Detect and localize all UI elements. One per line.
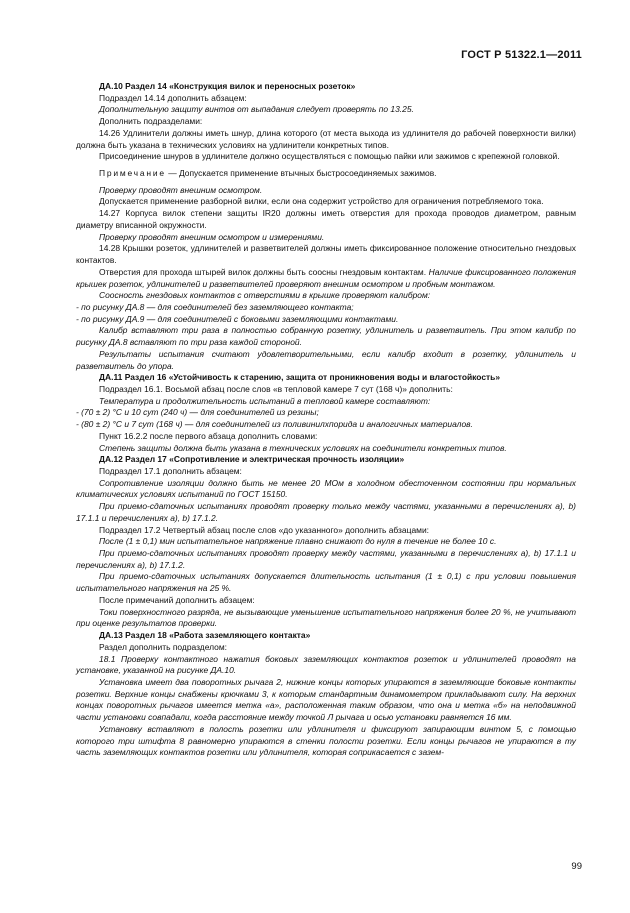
paragraph — [76, 536, 576, 548]
paragraph — [76, 196, 576, 208]
paragraph — [76, 302, 576, 314]
paragraph — [76, 677, 576, 724]
paragraph — [76, 407, 576, 419]
paragraph-text: Установка имеет два поворотных рычага 2, нижние концы которых упираются в заземляющие боковые контакты розетки. Верхние концы снабжены крючками 3, к которым стандартным динамометром прикладывают силу. На верхних концах поворотных рычагов имеется метка «а», расположенная таким образом, что она и метка «б» на неподвижной части установки совпадали, когда расстояние между точкой Л рычага и осью установки равняется 16 мм. — [76, 676, 576, 723]
paragraph — [76, 548, 576, 571]
paragraph-text: - по рисунку ДА.9 — для соединителей с боковыми заземляющими контактами. — [76, 313, 399, 324]
paragraph — [76, 478, 576, 501]
paragraph-text: Проверку проводят внешним осмотром и измерениями. — [99, 231, 325, 242]
paragraph — [76, 396, 576, 408]
paragraph — [76, 185, 576, 197]
paragraph — [76, 466, 576, 478]
paragraph-text: Отверстия для прохода штырей вилок должны быть соосны гнездовым контактам. — [99, 266, 427, 277]
paragraph-text: ДА.10 Раздел 14 «Конструкция вилок и переносных розеток» — [99, 81, 356, 91]
paragraph — [76, 642, 576, 654]
paragraph-text: Калибр вставляют три раза в полностью собранную розетку, удлинитель и разветвитель. При этом калибр по рисунку ДА.8 вставляют по три раза каждой стороной. — [76, 325, 576, 348]
paragraph-text: При приемо-сдаточных испытаниях допускается длительность испытания (1 ± 0,1) с при условии повышения испытательного напряжения на 25 %. — [76, 571, 576, 594]
paragraph-text: Токи поверхностного разряда, не вызывающие уменьшение испытательного напряжения более 20 %, не учитывают при оценке результатов проверки. — [76, 606, 576, 629]
paragraph-text: Степень защиты должна быть указана в технических условиях на соединители конкретных типов. — [99, 442, 507, 453]
paragraph-text: — Допускается применение втычных быстросоединяемых зажимов. — [168, 168, 437, 179]
paragraph-text: Присоединение шнуров в удлинителе должно осуществляться с помощью пайки или зажимов с крепежной головкой. — [99, 151, 560, 162]
paragraph — [76, 93, 576, 105]
paragraph — [76, 571, 576, 594]
section-heading — [76, 454, 576, 466]
paragraph-text: Подраздел 16.1. Восьмой абзац после слов «в тепловой камере 7 сут (168 ч)» дополнить: — [99, 383, 453, 394]
paragraph — [76, 325, 576, 348]
paragraph-text: Допускается применение разборной вилки, если она содержит устройство для ограничения потребляемого тока. — [99, 196, 544, 207]
paragraph-text: 14.26 Удлинители должны иметь шнур, длина которого (от места выхода из удлинителя до рабочей поверхности вилки) должна быть указана в технических условиях на удлинители конкретных типов. — [76, 127, 576, 150]
paragraph — [76, 267, 576, 290]
standard-header: ГОСТ Р 51322.1—2011 — [461, 49, 582, 61]
paragraph-text: 14.27 Корпуса вилок степени защиты IR20 должны иметь отверстия для прохода проводов диаметром, равным диаметру вписанной окружности. — [76, 208, 576, 230]
paragraph-text: Сопротивление изоляции должно быть не менее 20 МОм в холодном обесточенном состоянии при нормальных климатических условиях испытаний по ГОСТ 15150. — [76, 477, 576, 500]
paragraph-text: После примечаний дополнить абзацем: — [99, 594, 255, 605]
paragraph-text: ДА.13 Раздел 18 «Работа заземляющего контакта» — [99, 630, 311, 641]
paragraph — [76, 116, 576, 128]
section-heading — [76, 372, 576, 384]
paragraph — [76, 314, 576, 326]
section-heading — [76, 630, 576, 642]
paragraph — [76, 128, 576, 151]
paragraph — [76, 232, 576, 244]
paragraph-text: Соосность гнездовых контактов с отверстиями в крышке проверяют калибром: — [99, 290, 431, 301]
paragraph — [76, 419, 576, 431]
paragraph-text: Подраздел 14.14 дополнить абзацем: — [99, 92, 247, 103]
paragraph — [76, 501, 576, 524]
paragraph-text: Подраздел 17.1 дополнить абзацем: — [99, 466, 242, 476]
paragraph-text: 14.28 Крышки розеток, удлинителей и разветвителей должны иметь фиксированное положение относительно гнездовых контактов. — [76, 243, 576, 266]
paragraph — [76, 208, 576, 231]
paragraph-text: После (1 ± 0,1) мин испытательное напряжение плавно снижают до нуля в течение не более 10 с. — [99, 536, 497, 547]
paragraph — [76, 349, 576, 372]
paragraph-text: Дополнительную защиту винтов от выпадания следует проверять по 13.25. — [99, 104, 414, 115]
paragraph — [76, 104, 576, 116]
paragraph — [76, 384, 576, 396]
paragraph — [76, 525, 576, 537]
document-body — [76, 81, 576, 759]
paragraph — [76, 290, 576, 302]
paragraph-text: 18.1 Проверку контактного нажатия боковых заземляющих контактов розеток и удлинителей проводят на установке, указанной на рисунке ДА.10. — [76, 653, 576, 676]
paragraph-text: ДА.12 Раздел 17 «Сопротивление и электрическая прочность изоляции» — [99, 454, 405, 465]
paragraph-text: При приемо-сдаточных испытаниях проводят проверку только между частями, указанными в перечислениях a), b) 17.1.1 и перечислениях a), b) 17.1.2. — [76, 501, 576, 523]
paragraph-text: - (70 ± 2) °С и 10 сут (240 ч) — для соединителей из резины; — [76, 407, 319, 418]
note-paragraph — [76, 168, 576, 180]
paragraph — [76, 243, 576, 266]
paragraph-text: Проверку проводят внешним осмотром. — [99, 184, 263, 195]
paragraph-text: При приемо-сдаточных испытаниях проводят проверку между частями, указанными в перечислениях a), b) 17.1.1 и перечислениях a), b) 17.1.2. — [76, 548, 576, 570]
paragraph-text: Подраздел 17.2 Четвертый абзац после слов «до указанного» дополнить абзацами: — [99, 524, 429, 535]
paragraph-text: Раздел дополнить подразделом: — [99, 641, 227, 652]
paragraph-text: Температура и продолжительность испытаний в тепловой камере составляют: — [99, 395, 431, 406]
paragraph — [76, 607, 576, 630]
paragraph-text: - (80 ± 2) °С и 7 сут (168 ч) — для соединителей из поливинилхпорида и аналогичных материалов. — [76, 419, 473, 430]
paragraph — [76, 431, 576, 443]
paragraph-text: Установку вставляют в полость розетки или удлинителя и фиксируют запирающим винтом 5, с помощью которого три штифта 8 равномерно упираются в стенки полости розетки. Если концы рычагов не упираются в ту часть заземляющих контактов розетки или удлинителя, которая соприкасается с зазем- — [76, 723, 576, 758]
paragraph — [76, 724, 576, 759]
paragraph-text: Пункт 16.2.2 после первого абзаца дополнить словами: — [99, 430, 318, 441]
paragraph — [76, 595, 576, 607]
paragraph — [76, 654, 576, 677]
paragraph-text: Дополнить подразделами: — [99, 116, 203, 127]
paragraph-text: ДА.11 Раздел 16 «Устойчивость к старению, защита от проникновения воды и влагостойкость» — [99, 372, 501, 383]
section-heading — [76, 81, 576, 93]
paragraph — [76, 443, 576, 455]
paragraph — [76, 151, 576, 163]
page-number: 99 — [571, 861, 582, 872]
note-label: Примечание — [99, 168, 166, 179]
paragraph-text: - по рисунку ДА.8 — для соединителей без заземляющего контакта; — [76, 301, 354, 312]
paragraph-text: Результаты испытания считают удовлетворительными, если калибр входит в розетку, удлинитель и разветвитель до упора. — [76, 348, 576, 371]
paragraph-italic-tail: Наличие фиксированного положения крышек розеток, удлинителей и разветвителей проверяют внешним осмотром и пробным монтажом. — [76, 266, 576, 289]
